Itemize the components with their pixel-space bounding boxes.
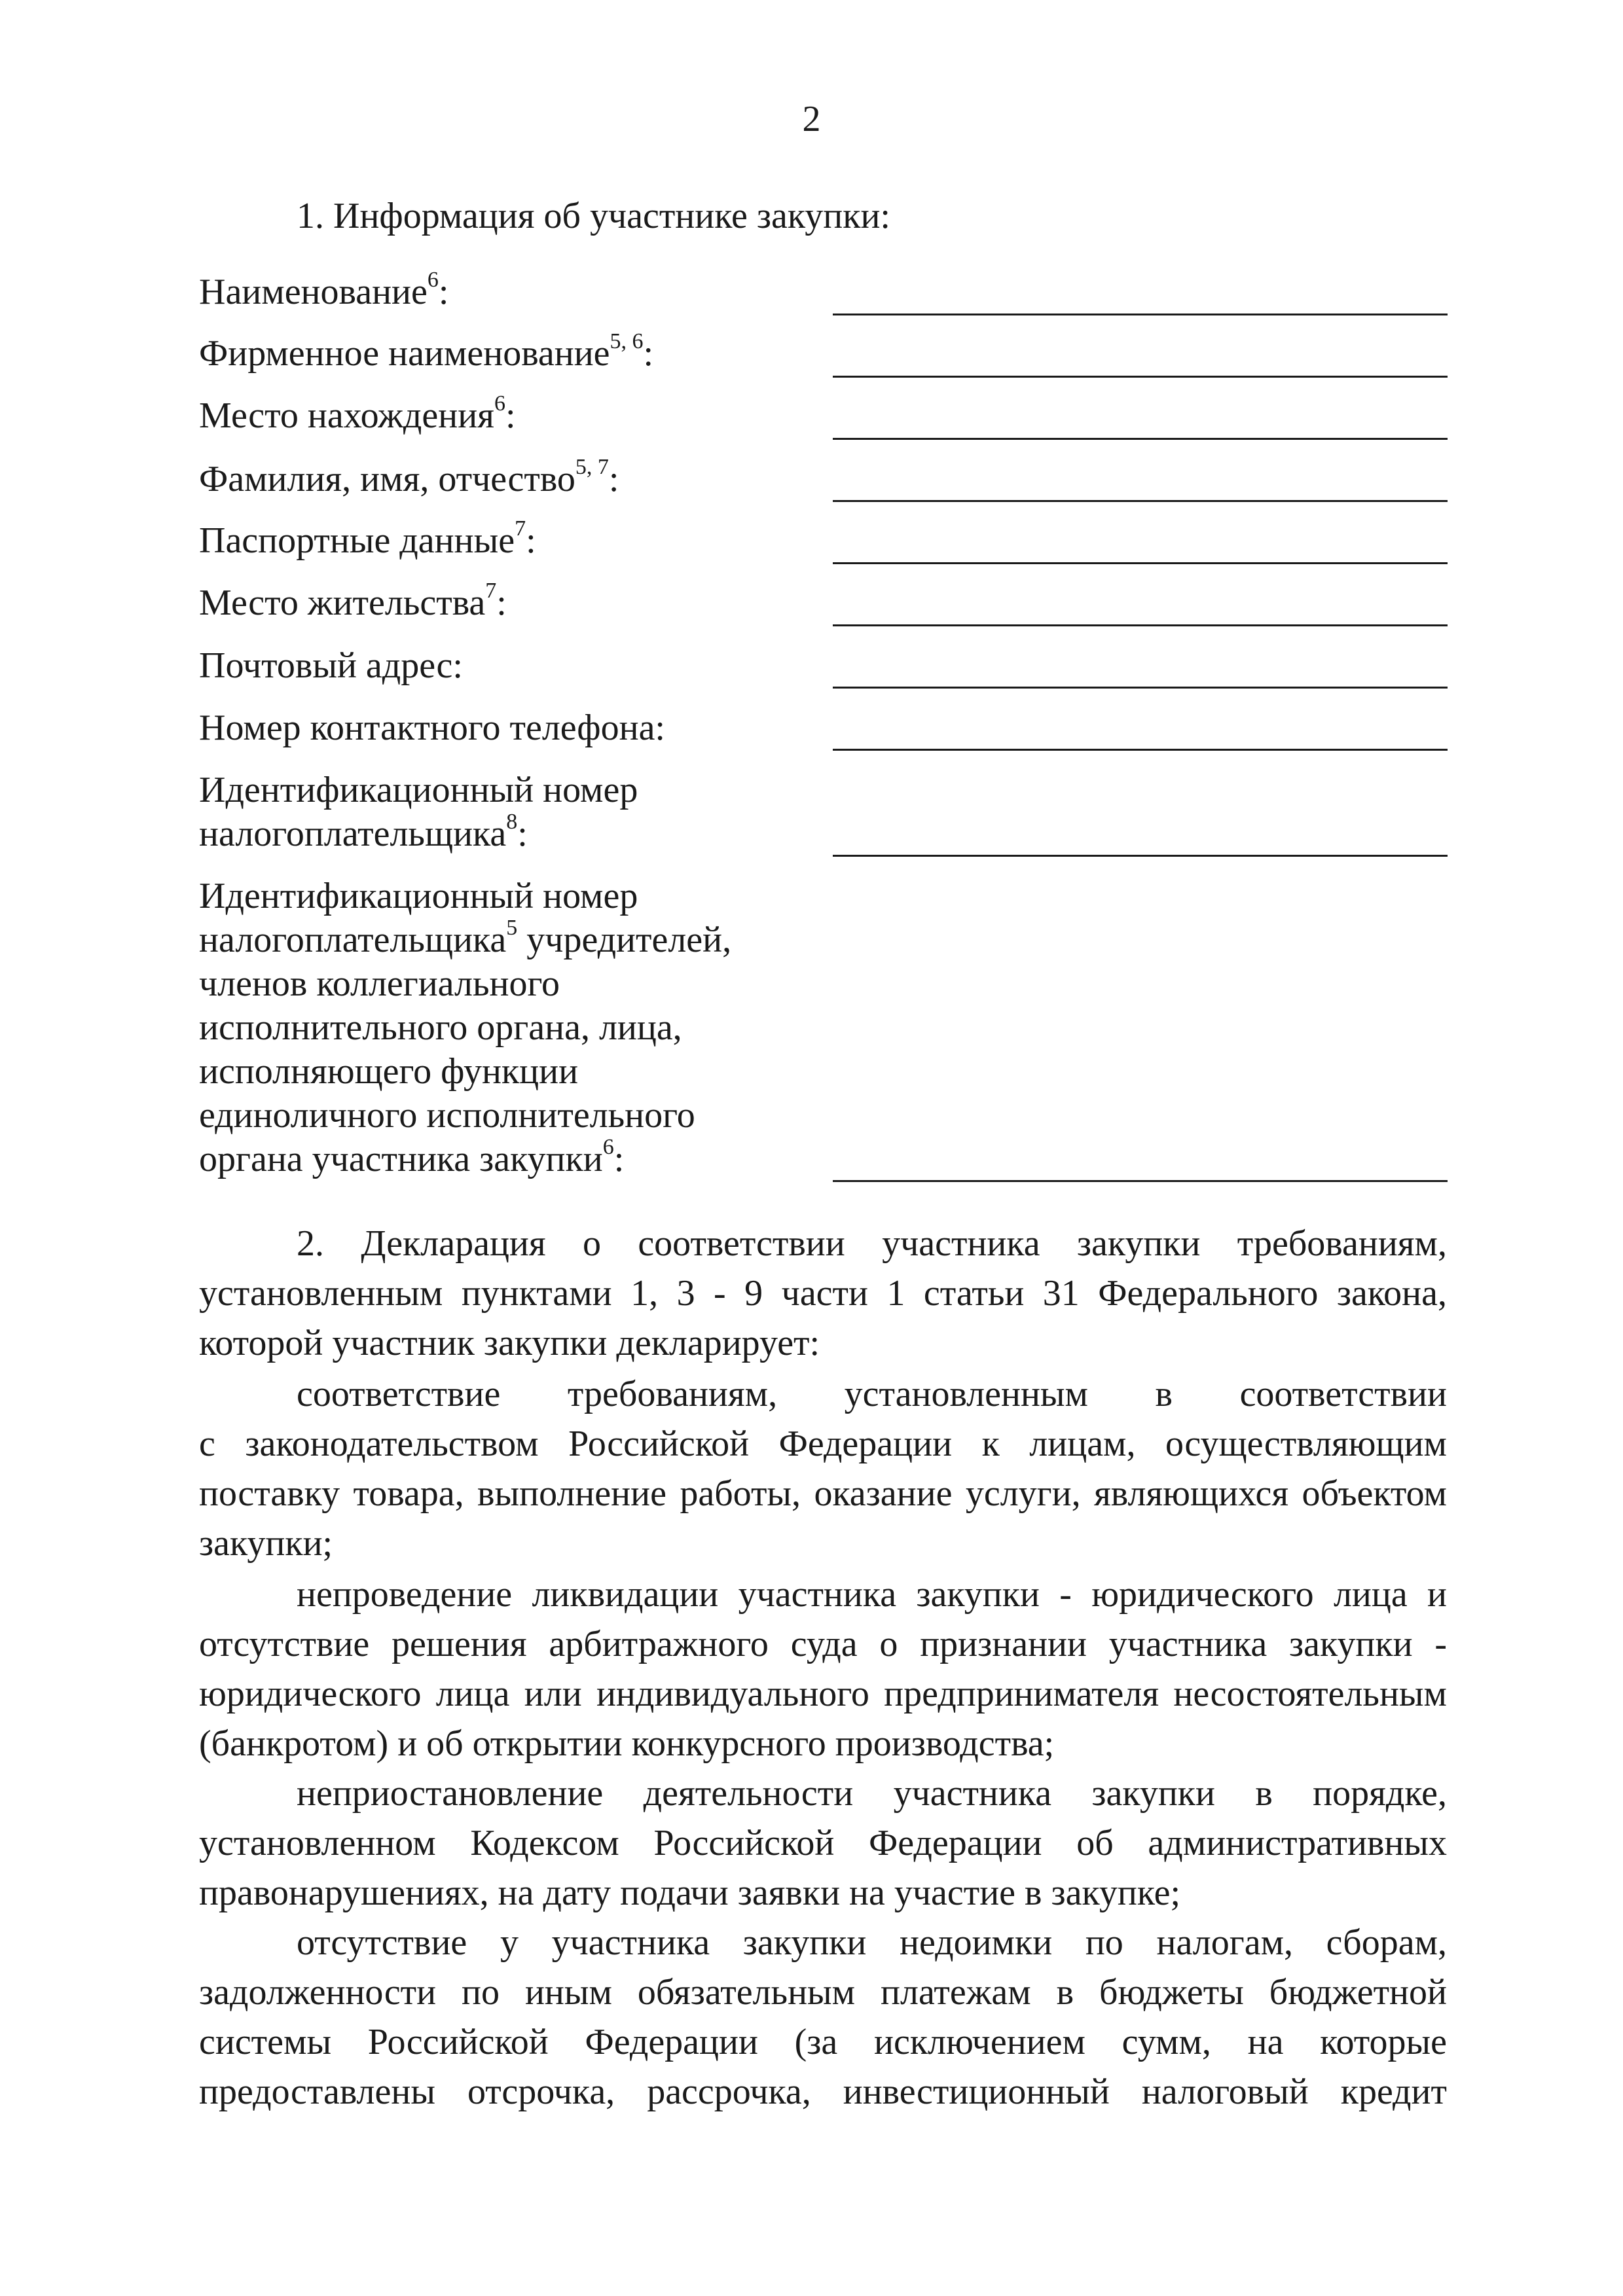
field-line-inn-founders[interactable] xyxy=(833,1180,1448,1182)
field-label-inn-founders-line1: Идентификационный номер xyxy=(199,876,638,916)
section2-intro: 2. Декларация о соответствии участника закупки требованиям, установленным пунктами 1, 3 - 9 части 1 статьи 31 Федерального закона, которой участник закупки декларирует: xyxy=(199,1223,1447,1363)
field-label-trade-name: Фирменное наименование$^{5, 6}$: xyxy=(199,329,654,374)
field-line-postal-address[interactable] xyxy=(833,687,1448,689)
field-label-inn-founders-line7: органа участника закупки$^6$: xyxy=(199,1135,625,1179)
field-label-inn-line1: Идентификационный номер xyxy=(199,770,638,810)
section2-item1-rest: с законодательством Российской Федерации к лицам, осуществляющим поставку товара, выполнение работы, оказание услуги, являющихся объектом закупки; xyxy=(199,1424,1447,1564)
field-line-name[interactable] xyxy=(833,314,1448,315)
field-line-location[interactable] xyxy=(833,438,1448,440)
section2-item1-line1: соответствие требованиям, установленным в соответствии xyxy=(297,1374,1447,1414)
field-label-full-name: Фамилия, имя, отчество$^{5, 7}$: xyxy=(199,455,619,499)
section2-item3: неприостановление деятельности участника закупки в порядке, установленном Кодексом Российской Федерации об административных правонарушениях, на дату подачи заявки на участие в закупке; xyxy=(199,1773,1447,1913)
field-label-location: Место нахождения$^6$: xyxy=(199,391,516,436)
field-line-passport[interactable] xyxy=(833,562,1448,564)
field-label-passport: Паспортные данные$^7$: xyxy=(199,516,536,561)
field-line-full-name[interactable] xyxy=(833,500,1448,502)
field-label-inn-line2: налогоплательщика$^8$: xyxy=(199,810,528,854)
field-label-inn-founders-line5: исполняющего функции xyxy=(199,1051,579,1092)
field-line-inn[interactable] xyxy=(833,855,1448,857)
section1-heading: 1. Информация об участнике закупки: xyxy=(297,196,890,236)
section2-item2: непроведение ликвидации участника закупки - юридического лица и отсутствие решения арбитражного суда о признании участника закупки - юридического лица или индивидуального предпринимателя несостоятельным (банкротом) и об открытии конкурсного производства; xyxy=(199,1574,1447,1764)
field-label-postal-address: Почтовый адрес: xyxy=(199,645,463,686)
field-line-residence[interactable] xyxy=(833,624,1448,626)
field-label-residence: Место жительства$^7$: xyxy=(199,579,507,623)
field-label-inn-founders-line3: членов коллегиального xyxy=(199,963,560,1004)
field-label-name: Наименование$^6$: xyxy=(199,268,449,312)
field-line-trade-name[interactable] xyxy=(833,376,1448,378)
field-label-inn-founders-line6: единоличного исполнительного xyxy=(199,1095,695,1136)
section2-item4: отсутствие у участника закупки недоимки по налогам, сборам, задолженности по иным обязательным платежам в бюджеты бюджетной системы Российской Федерации (за исключением сумм, на которые предоставлены отсрочка, рассрочка, инвестиционный налоговый кредит xyxy=(199,1922,1447,2112)
field-label-inn-founders-line2: налогоплательщика$^5$ учредителей, xyxy=(199,916,732,960)
page-number: 2 xyxy=(802,99,821,139)
field-label-phone: Номер контактного телефона: xyxy=(199,708,665,748)
field-line-phone[interactable] xyxy=(833,749,1448,751)
field-label-inn-founders-line4: исполнительного органа, лица, xyxy=(199,1007,682,1048)
